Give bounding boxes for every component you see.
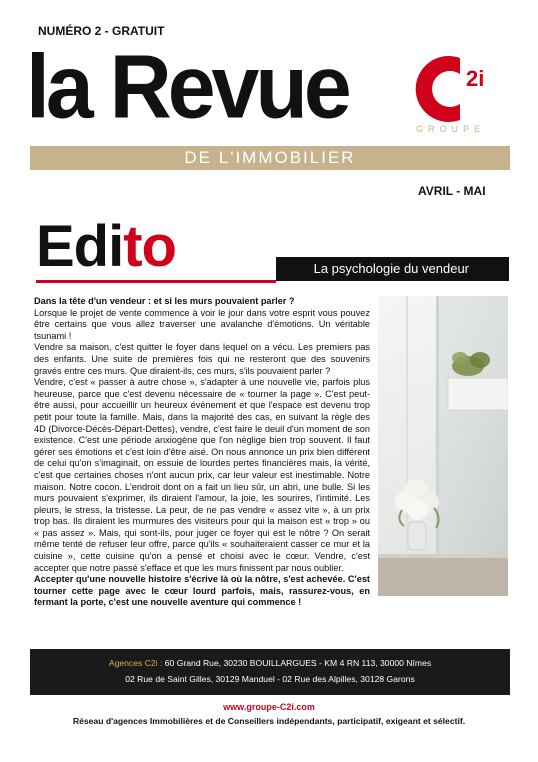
footer-agencies-label: Agences C2i : (108, 658, 163, 668)
article-paragraph-2: Vendre sa maison, c'est quitter le foyer dans lequel on a vécu. Les premiers pas des enfants. Une suite de premières fois qui ne resteront que des souvenirs gravés entre ces murs. Que diraient-ils, ces murs, s'ils pouvaient parler ? (34, 342, 370, 376)
article-paragraph-1: Lorsque le projet de vente commence à voir le jour dans votre esprit vous pouvez être certains que vous allez traverser une avalanche d'émotions. Un véritable tsunami ! (34, 307, 370, 341)
interior-photo (378, 296, 508, 596)
footer-panel (30, 649, 510, 695)
footer-address-2: 02 Rue de Saint Gilles, 30129 Manduel - 02 Rue des Alpilles, 30128 Garons (125, 674, 415, 684)
subtitle-band: DE L'IMMOBILIER (30, 146, 510, 170)
footer-line-1 (30, 649, 510, 671)
article-paragraph-3: Vendre, c'est « passer à autre chose », s'adapter à une nouvelle vie, parfois plus heureuse, parce que c'est devenu nécessaire de « tourner la page ». C'est peut-être aussi, pour accueillir un heureux évènement et que l'espace est devenu trop petit pour toute la famille. Mais, dans la majorité des cas, en suivant la règle des 4D (Divorce-Décès-Départ-Dettes), vendre, c'est faire le deuil d'un moment de son existence. C'est une période anxiogène que l'on néglige bien trop souvent. Il faut gérer ses émotions et c'est loin d'être aisé. On nous annonce un prix bien différent de celui qu'on s'imaginait, on essuie de lourdes pertes financières mais, la vérité, c'est que certaines choses n'ont aucun prix, car leur valeur est inestimable. Notre maison. Notre cocon. L'endroit dont on a fait un lieu sûr, un abri, une bulle. Si les murs pouvaient s'exprimer, ils diraient l'amour, la joie, les sourires, l'intimité. Les pleurs, le stress, la tristesse. La peur, de ne pas vendre « assez vite », à un prix trop bas. Ils diraient les murmures des visiteurs pour qui la maison est « trop » ou « pas assez ». Mais, qui sont-ils, pour juger ce foyer qui est le nôtre ? On serait même tenté de refuser leur offre, parce qu'ils « souhaiteraient casser ce mur et la cuisine », cette cuisine qu'on a pensé et choisi avec le cœur. Vendre, c'est accepter que notre passé s'efface et que les murs finissent par nous oublier. (34, 377, 370, 573)
c2i-logo (408, 46, 508, 136)
magazine-title: la Revue (26, 36, 348, 138)
edito-prefix: Edi (36, 214, 124, 279)
logo-mark: C (408, 46, 409, 47)
logo-c-shape (416, 56, 460, 122)
issue-label: NUMÉRO 2 - GRATUIT (38, 24, 165, 38)
logo-sup: 2i (466, 66, 485, 91)
issue-date: AVRIL - MAI (418, 184, 486, 198)
website-link[interactable]: www.groupe-C2i.com (223, 702, 315, 712)
footer-address-1: 60 Grand Rue, 30230 BOUILLARGUES - KM 4 RN 113, 30000 Nîmes (162, 658, 432, 668)
red-rule (36, 280, 276, 283)
edito-heading (36, 214, 176, 280)
article-body (34, 296, 370, 609)
edito-suffix: to (123, 214, 176, 279)
network-tagline: Réseau d'agences Immobilières et de Conseillers indépendants, participatif, exigeant et sélectif. (72, 716, 466, 726)
edito-subtitle: La psychologie du vendeur (313, 261, 469, 276)
logo-caption: GROUPE (416, 124, 486, 134)
edito-subtitle-box (276, 257, 509, 281)
article-lead: Dans la tête d'un vendeur : et si les murs pouvaient parler ? (34, 296, 295, 306)
article-closing: Accepter qu'une nouvelle histoire s'écrive là où la nôtre, s'est achevée. C'est tourner cette page avec le cœur lourd parfois, mais, rassurez-vous, en fermant la porte, c'est une nouvelle aventure qui commence ! (34, 574, 370, 608)
